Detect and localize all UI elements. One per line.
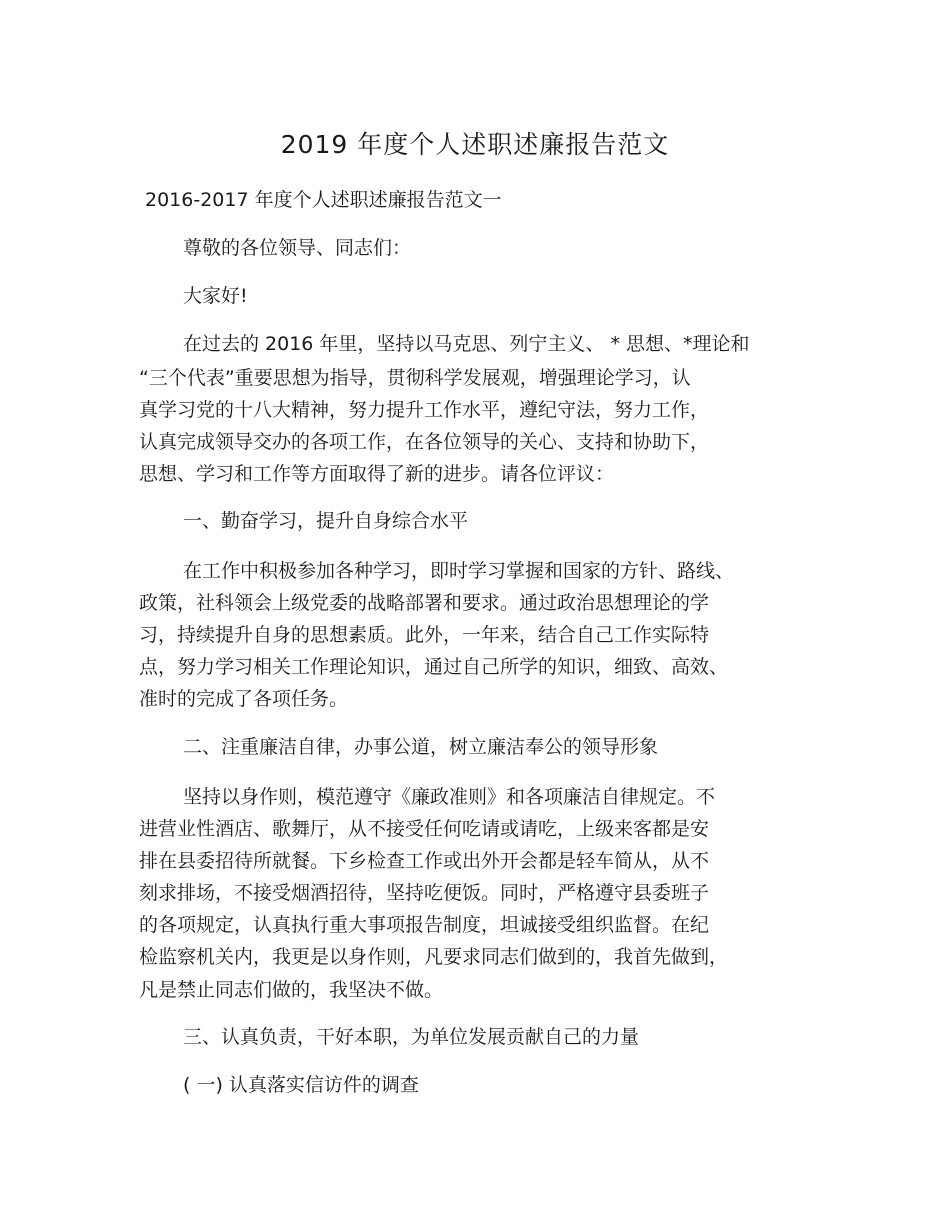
section-heading-3: 三、认真负责，干好本职，为单位发展贡献自己的力量 (183, 1026, 640, 1048)
paragraph-line: 在过去的 2016 年里，坚持以马克思、列宁主义、 * 思想、*理论和 (183, 333, 750, 355)
greeting: 大家好! (183, 285, 248, 307)
document-title: 2019 年度个人述职述廉报告范文 (280, 130, 670, 159)
section-heading-2: 二、注重廉洁自律，办事公道，树立廉洁奉公的领导形象 (183, 736, 659, 758)
paragraph-line: 刻求排场，不接受烟酒招待，坚持吃便饭。同时，严格遵守县委班子 (139, 882, 710, 904)
salutation: 尊敬的各位领导、同志们： (183, 237, 412, 259)
paragraph-line: 认真完成领导交办的各项工作，在各位领导的关心、支持和协助下， (139, 431, 710, 453)
subsection-heading: ( 一) 认真落实信访件的调查 (183, 1074, 419, 1096)
paragraph-line: 准时的完成了各项任务。 (139, 688, 349, 710)
paragraph-line: 检监察机关内，我更是以身作则，凡要求同志们做到的，我首先做到， (139, 946, 729, 968)
paragraph-line: 政策，社科领会上级党委的战略部署和要求。通过政治思想理论的学 (139, 592, 710, 614)
document-subtitle: 2016-2017 年度个人述职述廉报告范文一 (145, 189, 502, 211)
paragraph-line: 坚持以身作则，模范遵守《廉政准则》和各项廉洁自律规定。不 (183, 786, 716, 808)
paragraph-line: 的各项规定，认真执行重大事项报告制度，坦诚接受组织监督。在纪 (139, 914, 710, 936)
paragraph-line: 排在县委招待所就餐。下乡检查工作或出外开会都是轻车简从，从不 (139, 850, 710, 872)
paragraph-line: “三个代表”重要思想为指导，贯彻科学发展观，增强理论学习，认 (139, 367, 691, 389)
paragraph-line: 在工作中积极参加各种学习，即时学习掌握和国家的方针、路线、 (183, 560, 735, 582)
paragraph-line: 习，持续提升自身的思想素质。此外，一年来，结合自己工作实际特 (139, 624, 710, 646)
paragraph-line: 点，努力学习相关工作理论知识，通过自己所学的知识，细致、高效、 (139, 656, 729, 678)
section-heading-1: 一、勤奋学习，提升自身综合水平 (183, 510, 469, 532)
paragraph-line: 思想、学习和工作等方面取得了新的进步。请各位评议： (139, 463, 615, 485)
paragraph-line: 进营业性酒店、歌舞厅，从不接受任何吃请或请吃，上级来客都是安 (139, 818, 710, 840)
paragraph-line: 凡是禁止同志们做的，我坚决不做。 (139, 979, 444, 1001)
paragraph-line: 真学习党的十八大精神，努力提升工作水平，遵纪守法，努力工作， (139, 399, 710, 421)
